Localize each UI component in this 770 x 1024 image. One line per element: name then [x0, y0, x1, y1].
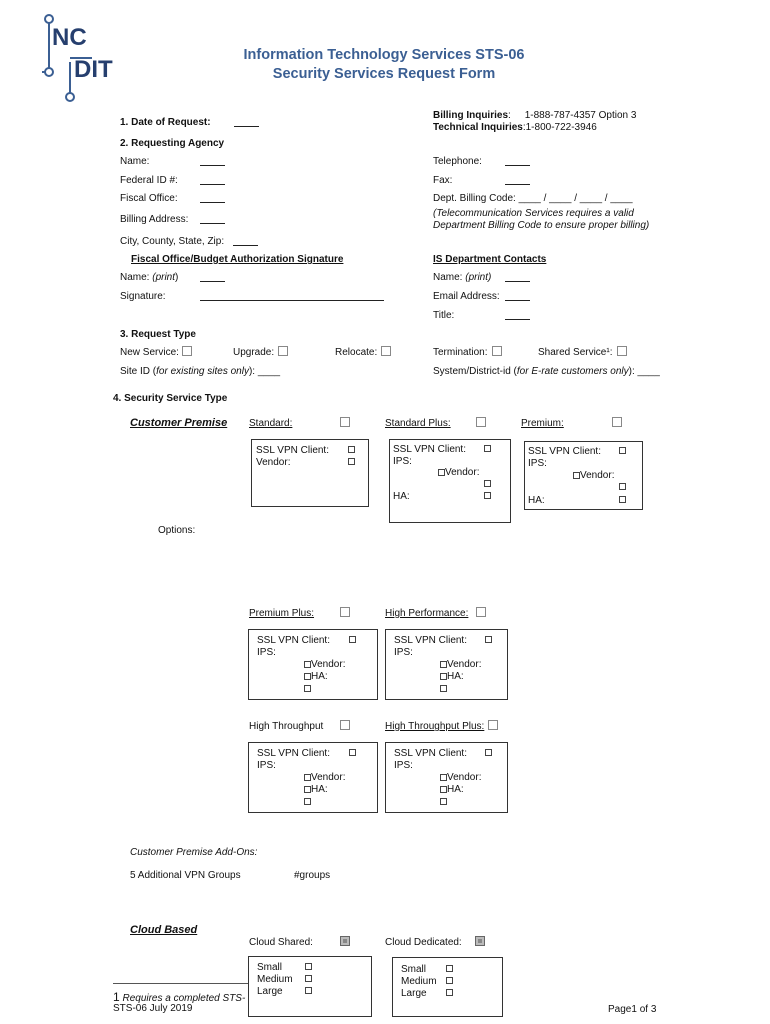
signature-label: Signature:: [120, 291, 166, 302]
high-throughput-option-label: High Throughput: [249, 721, 324, 732]
premium-option-label: Premium:: [521, 418, 564, 429]
vendor-label: Vendor:: [256, 457, 291, 468]
shared-service-checkbox[interactable]: [617, 346, 627, 356]
cloud-dedicated-label: Cloud Dedicated:: [385, 937, 462, 948]
logo-nc: NC: [52, 24, 87, 51]
signature-field[interactable]: [200, 291, 384, 301]
ha-label: HA:: [393, 491, 410, 502]
date-of-request-label: 1. Date of Request:: [120, 117, 211, 128]
requesting-agency-heading: 2. Requesting Agency: [120, 138, 225, 149]
is-name-field[interactable]: [505, 272, 530, 282]
agency-name-label: Name:: [120, 156, 150, 167]
high-throughput-plus-extra-checkbox[interactable]: [440, 798, 447, 805]
high-throughput-plus-options-box: [385, 742, 508, 813]
premium-ssl-vpn-checkbox[interactable]: [619, 447, 626, 454]
ssl-vpn-label: SSL VPN Client:: [257, 635, 330, 646]
vendor-option[interactable]: Vendor:: [440, 659, 481, 670]
is-name-label: Name: (print): [433, 272, 492, 283]
ips-label: IPS:: [257, 760, 276, 771]
ssl-vpn-label: SSL VPN Client:: [394, 748, 467, 759]
ips-label: IPS:: [393, 456, 412, 467]
vpn-groups-label: 5 Additional VPN Groups: [130, 870, 241, 881]
vendor-option[interactable]: Vendor:: [304, 659, 345, 670]
vendor-option[interactable]: Vendor:: [573, 470, 614, 481]
fiscal-signature-heading: Fiscal Office/Budget Authorization Signature: [131, 254, 344, 265]
standard-options-box: [251, 439, 369, 507]
cloud-shared-size-box: [248, 956, 372, 1017]
fax-field[interactable]: [505, 175, 530, 185]
ha-label: HA:: [528, 495, 545, 506]
cloud-based-heading: Cloud Based: [130, 924, 198, 936]
is-contacts-heading: IS Department Contacts: [433, 254, 547, 265]
fiscal-office-label: Fiscal Office:: [120, 193, 178, 204]
ha-option[interactable]: HA:: [440, 784, 464, 795]
high-throughput-extra-checkbox[interactable]: [304, 798, 311, 805]
billing-note-line1: (Telecommunication Services requires a valid: [433, 208, 634, 219]
site-id-field[interactable]: Site ID (for existing sites only): ____: [120, 366, 281, 377]
high-throughput-options-box: [248, 742, 378, 813]
fiscal-name-field[interactable]: [200, 272, 225, 282]
standard-plus-options-box: [389, 439, 511, 523]
high-performance-extra-checkbox[interactable]: [440, 685, 447, 692]
cloud-shared-checkbox[interactable]: [340, 936, 350, 946]
document-id: STS-06 July 2019: [113, 1003, 193, 1014]
ips-label: IPS:: [394, 647, 413, 658]
termination-label: Termination:: [433, 347, 488, 358]
size-large-label: Large: [401, 988, 427, 999]
ssl-vpn-label: SSL VPN Client:: [257, 748, 330, 759]
high-throughput-ssl-vpn-checkbox[interactable]: [349, 749, 356, 756]
cloud-shared-label: Cloud Shared:: [249, 937, 313, 948]
cloud-shared-medium-checkbox[interactable]: [305, 975, 312, 982]
vendor-option[interactable]: Vendor:: [438, 467, 479, 478]
premium-plus-ssl-vpn-checkbox[interactable]: [349, 636, 356, 643]
premium-plus-option-label: Premium Plus:: [249, 608, 315, 619]
footnote-divider: [113, 983, 248, 984]
high-throughput-plus-ssl-vpn-checkbox[interactable]: [485, 749, 492, 756]
logo-dit: DIT: [74, 56, 113, 83]
addons-heading: Customer Premise Add-Ons:: [130, 847, 258, 858]
cloud-dedicated-medium-checkbox[interactable]: [446, 977, 453, 984]
premium-options-box: [524, 441, 643, 510]
high-performance-options-box: [385, 629, 508, 700]
federal-id-field[interactable]: [200, 175, 225, 185]
ssl-vpn-label: SSL VPN Client:: [528, 446, 601, 457]
standard-option-label: Standard:: [249, 418, 293, 429]
ssl-vpn-label: SSL VPN Client:: [394, 635, 467, 646]
cloud-shared-large-checkbox[interactable]: [305, 987, 312, 994]
groups-field[interactable]: #groups: [294, 870, 331, 881]
size-small-label: Small: [257, 962, 283, 973]
relocate-checkbox[interactable]: [381, 346, 391, 356]
footnote: 1 Requires a completed STS-: [113, 990, 246, 1004]
premium-plus-extra-checkbox[interactable]: [304, 685, 311, 692]
fiscal-office-field[interactable]: [200, 193, 225, 203]
size-large-label: Large: [257, 986, 283, 997]
ips-label: IPS:: [528, 458, 547, 469]
premium-plus-options-box: [248, 629, 378, 700]
ha-option[interactable]: HA:: [304, 784, 328, 795]
standard-ssl-vpn-checkbox[interactable]: [348, 446, 355, 453]
email-label: Email Address:: [433, 291, 500, 302]
relocate-label: Relocate:: [335, 347, 378, 358]
system-district-id-field[interactable]: System/District-id (for E-rate customers only): ____: [433, 366, 660, 377]
cloud-dedicated-large-checkbox[interactable]: [446, 989, 453, 996]
technical-inquiries: Technical Inquiries:1-800-722-3946: [433, 122, 597, 133]
high-throughput-plus-checkbox[interactable]: [488, 720, 498, 730]
customer-premise-heading: Customer Premise: [130, 417, 228, 429]
fiscal-name-label: Name: (print): [120, 272, 179, 283]
federal-id-label: Federal ID #:: [120, 175, 178, 186]
ssl-vpn-label: SSL VPN Client:: [256, 445, 329, 456]
form-title-line2: Security Services Request Form: [272, 66, 496, 82]
cloud-dedicated-size-box: [392, 957, 503, 1017]
agency-name-field[interactable]: [200, 156, 225, 166]
ha-option[interactable]: HA:: [440, 671, 464, 682]
page-number: Page1 of 3: [608, 1004, 657, 1015]
billing-address-label: Billing Address:: [120, 214, 189, 225]
standard-plus-ssl-vpn-checkbox[interactable]: [484, 445, 491, 452]
email-field[interactable]: [505, 291, 530, 301]
telephone-label: Telephone:: [433, 156, 482, 167]
security-service-type-heading: 4. Security Service Type: [113, 393, 228, 404]
new-service-checkbox[interactable]: [182, 346, 192, 356]
size-medium-label: Medium: [401, 976, 437, 987]
high-performance-option-label: High Performance:: [385, 608, 469, 619]
form-title-line1: Information Technology Services STS-06: [243, 47, 525, 63]
premium-ha-checkbox[interactable]: [619, 496, 626, 503]
vendor-option[interactable]: Vendor:: [304, 772, 345, 783]
title-field[interactable]: [505, 310, 530, 320]
billing-inquiries: Billing Inquiries: 1-888-787-4357 Option 3: [433, 110, 637, 121]
title-label: Title:: [433, 310, 455, 321]
premium-ips-checkbox[interactable]: [619, 483, 626, 490]
city-state-zip-field[interactable]: [233, 236, 258, 246]
high-throughput-plus-option-label: High Throughput Plus:: [385, 721, 485, 732]
ips-label: IPS:: [394, 760, 413, 771]
size-small-label: Small: [401, 964, 427, 975]
size-medium-label: Medium: [257, 974, 293, 985]
city-state-zip-label: City, County, State, Zip:: [120, 236, 225, 247]
billing-address-field[interactable]: [200, 214, 225, 224]
new-service-label: New Service:: [120, 347, 179, 358]
ips-label: IPS:: [257, 647, 276, 658]
standard-plus-option-label: Standard Plus:: [385, 418, 451, 429]
dept-billing-code-field[interactable]: Dept. Billing Code: ____ / ____ / ____ / ____: [433, 193, 633, 204]
standard-plus-ha-checkbox[interactable]: [484, 492, 491, 499]
high-throughput-checkbox[interactable]: [340, 720, 350, 730]
vendor-option[interactable]: Vendor:: [440, 772, 481, 783]
cloud-dedicated-checkbox[interactable]: [475, 936, 485, 946]
cloud-shared-small-checkbox[interactable]: [305, 963, 312, 970]
high-performance-ssl-vpn-checkbox[interactable]: [485, 636, 492, 643]
date-of-request-field[interactable]: [234, 117, 259, 127]
premium-checkbox[interactable]: [612, 417, 622, 427]
request-type-heading: 3. Request Type: [120, 329, 196, 340]
termination-checkbox[interactable]: [492, 346, 502, 356]
cloud-dedicated-small-checkbox[interactable]: [446, 965, 453, 972]
shared-service-label: Shared Service¹:: [538, 347, 613, 358]
standard-plus-ips-checkbox[interactable]: [484, 480, 491, 487]
standard-plus-checkbox[interactable]: [476, 417, 486, 427]
ssl-vpn-label: SSL VPN Client:: [393, 444, 466, 455]
options-label: Options:: [158, 525, 196, 536]
ha-option[interactable]: HA:: [304, 671, 328, 682]
premium-plus-checkbox[interactable]: [340, 607, 350, 617]
standard-vendor-checkbox[interactable]: [348, 458, 355, 465]
standard-checkbox[interactable]: [340, 417, 350, 427]
upgrade-label: Upgrade:: [233, 347, 275, 358]
billing-note-line2: Department Billing Code to ensure proper billing): [433, 220, 650, 231]
high-performance-checkbox[interactable]: [476, 607, 486, 617]
upgrade-checkbox[interactable]: [278, 346, 288, 356]
telephone-field[interactable]: [505, 156, 530, 166]
fax-label: Fax:: [433, 175, 453, 186]
